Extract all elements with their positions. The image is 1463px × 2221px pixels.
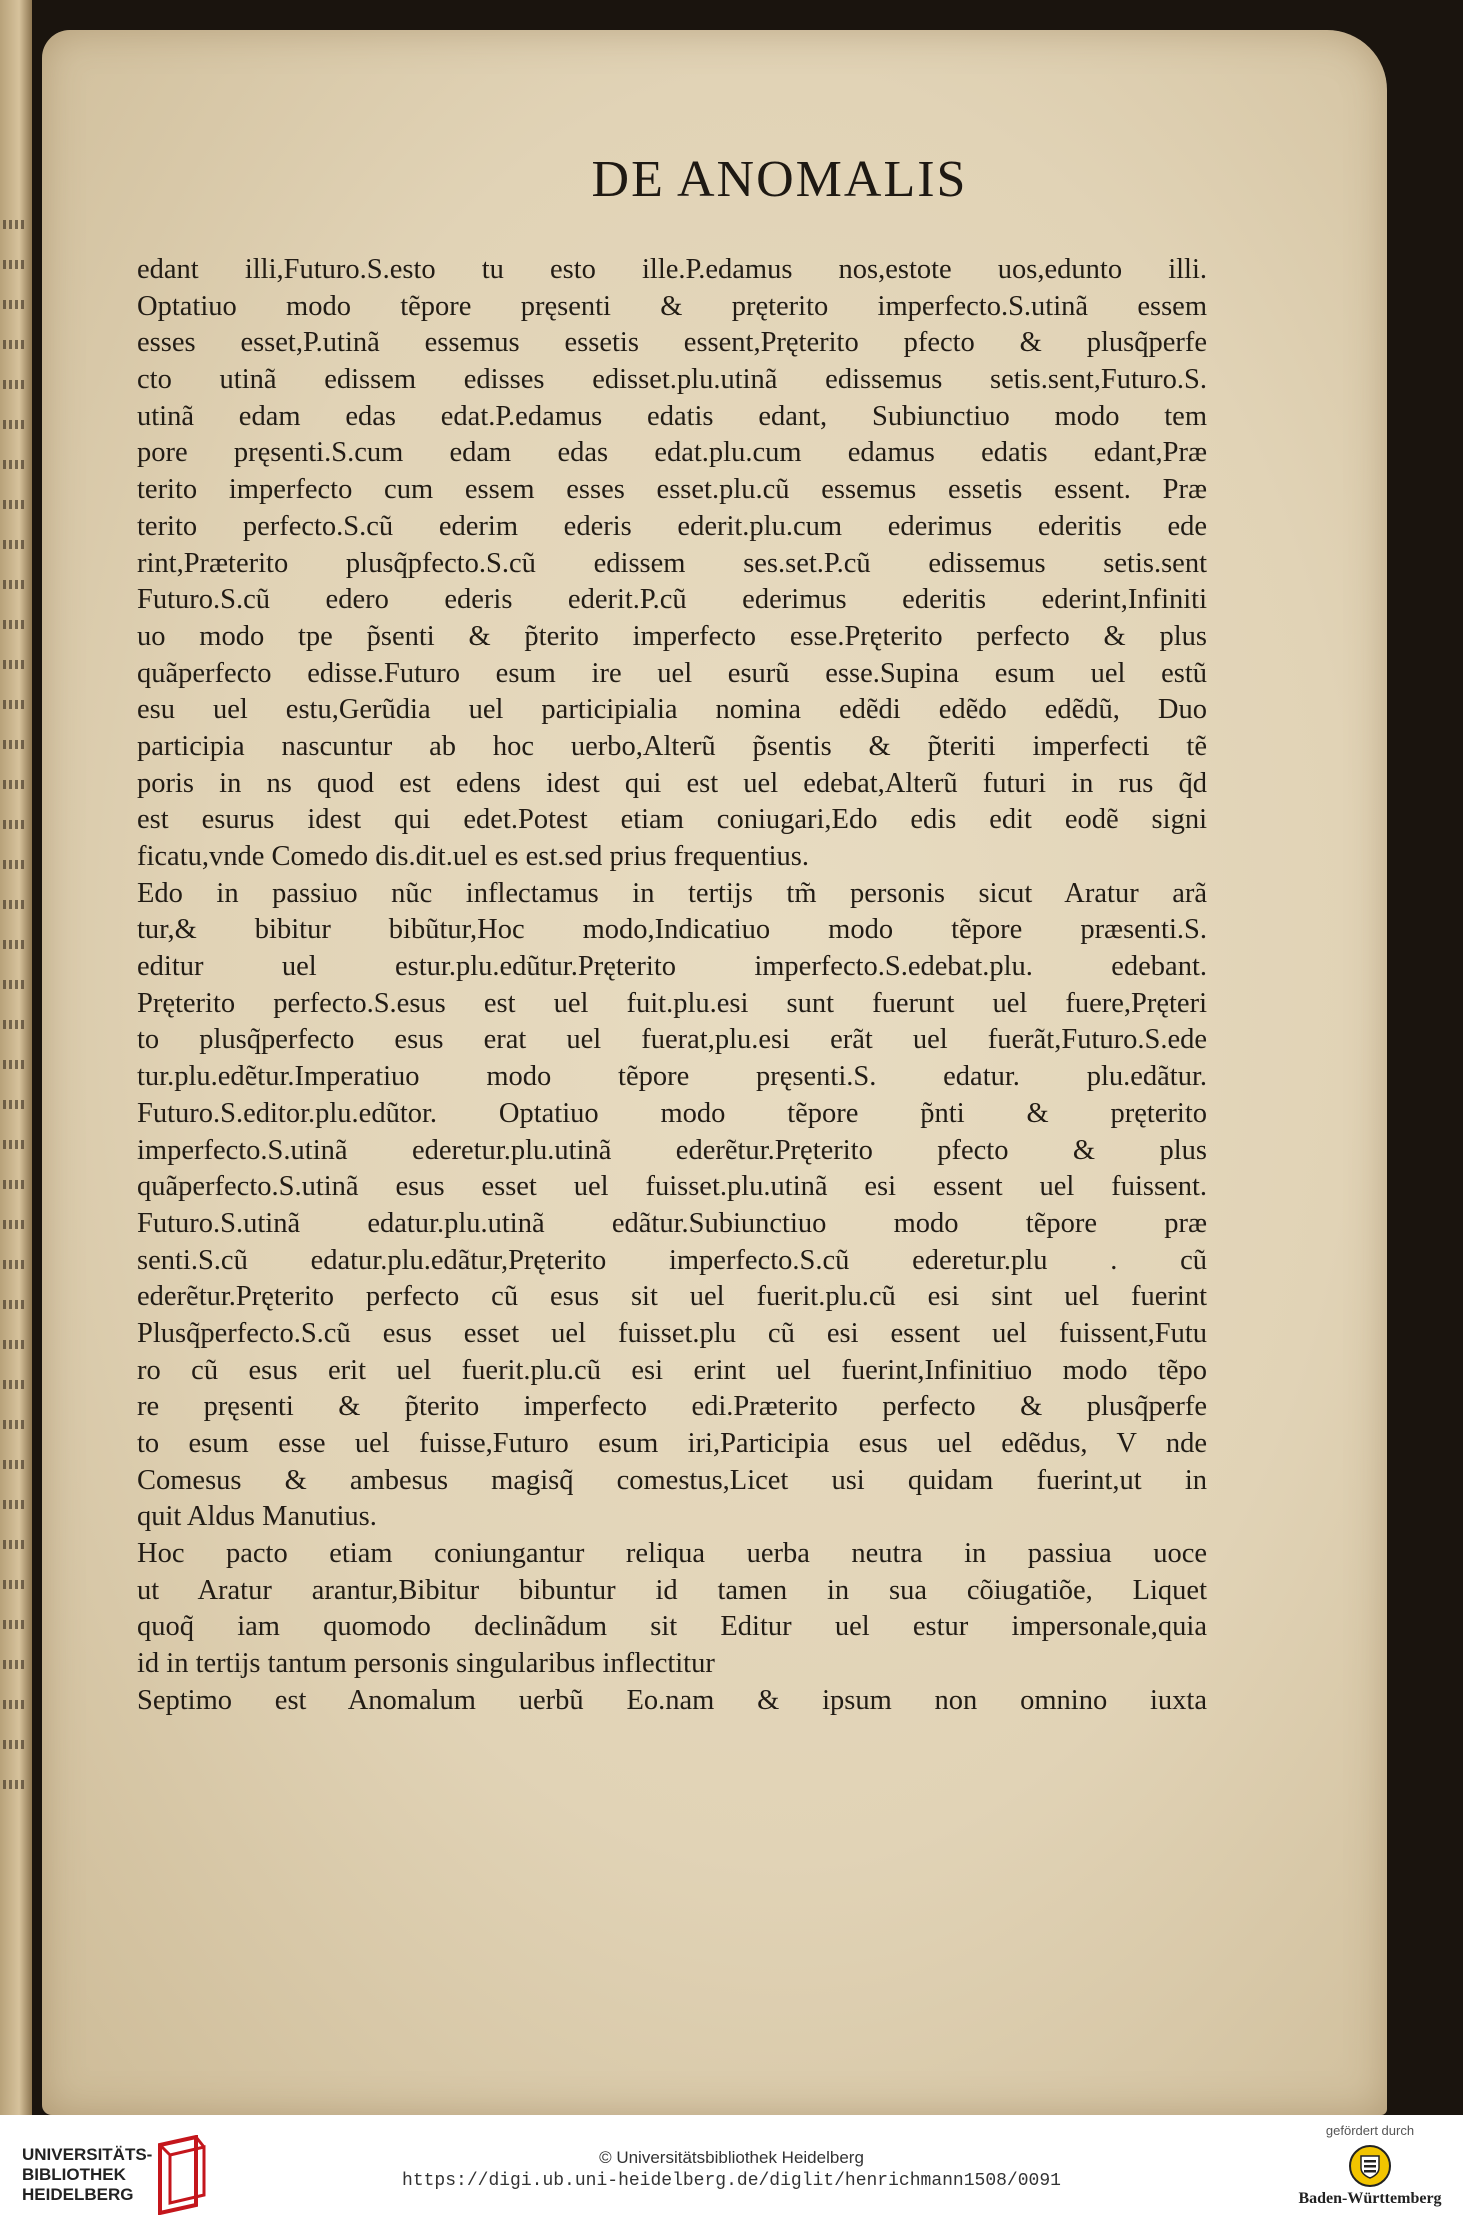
text-line: terito imperfecto cum essem esses esset.plu.cũ essemus essetis essent. Præ bbox=[137, 474, 1207, 506]
previous-page-text-fragment bbox=[3, 740, 27, 749]
text-line: imperfecto.S.utinã ederetur.plu.utinã ederẽtur.Pręterito pfecto & plus bbox=[137, 1134, 1207, 1166]
previous-page-text-fragment bbox=[3, 340, 27, 349]
text-line: ederẽtur.Pręterito perfecto cũ esus sit uel fuerit.plu.cũ esi sint uel fuerint bbox=[137, 1281, 1207, 1313]
permalink-url[interactable]: https://digi.ub.uni-heidelberg.de/diglit/henrichmann1508/0091 bbox=[402, 2171, 1061, 2191]
previous-page-text-fragment bbox=[3, 1420, 27, 1429]
text-line: terito perfecto.S.cũ ederim ederis ederit.plu.cum ederimus ederitis ede bbox=[137, 510, 1207, 542]
coat-of-arms-icon bbox=[1348, 2144, 1392, 2188]
previous-page-text-fragment bbox=[3, 380, 27, 389]
text-line: Pręterito perfecto.S.esus est uel fuit.plu.esi sunt fuerunt uel fuere,Pręteri bbox=[137, 987, 1207, 1019]
text-line: Septimo est Anomalum uerbũ Eo.nam & ipsum non omnino iuxta bbox=[137, 1684, 1207, 1716]
text-line: id in tertijs tantum personis singularibus inflectitur bbox=[137, 1648, 715, 1680]
previous-page-text-fragment bbox=[3, 940, 27, 949]
text-line: Hoc pacto etiam coniungantur reliqua uerba neutra in passiua uoce bbox=[137, 1538, 1207, 1570]
text-line: Futuro.S.utinã edatur.plu.utinã edãtur.Subiunctiuo modo tẽpore præ bbox=[137, 1207, 1207, 1239]
text-line: to esum esse uel fuisse,Futuro esum iri,Participia esus uel edẽdus, V nde bbox=[137, 1428, 1207, 1459]
copyright-notice: © Universitätsbibliothek Heidelberg bbox=[599, 2148, 864, 2167]
previous-page-text-fragment bbox=[3, 1260, 27, 1269]
previous-page-text-fragment bbox=[3, 300, 27, 309]
text-line: rint,Præterito plusq̃pfecto.S.cũ edissem ses.set.P.cũ edissemus setis.sent bbox=[137, 547, 1207, 579]
book-page bbox=[42, 30, 1387, 2115]
text-line: Edo in passiuo nũc inflectamus in tertijs tm̃ personis sicut Aratur arã bbox=[137, 877, 1207, 909]
sponsor-block bbox=[1285, 2123, 1455, 2208]
text-line: edant illi,Futuro.S.esto tu esto ille.P.edamus nos,estote uos,edunto illi. bbox=[137, 254, 1207, 285]
previous-page-text-fragment bbox=[3, 420, 27, 429]
previous-page-text-fragment bbox=[3, 580, 27, 589]
previous-page-text-fragment bbox=[3, 620, 27, 629]
previous-page-text-fragment bbox=[3, 660, 27, 669]
text-line: esses esset,P.utinã essemus essetis essent,Pręterito pfecto & plusq̃perfe bbox=[137, 327, 1207, 359]
previous-page-text-fragment bbox=[3, 1300, 27, 1309]
text-line: quoq̃ iam quomodo declinãdum sit Editur uel estur impersonale,quia bbox=[137, 1611, 1207, 1643]
previous-page-text-fragment bbox=[3, 1740, 27, 1749]
previous-page-text-fragment bbox=[3, 1060, 27, 1069]
text-line: Comesus & ambesus magisq̃ comestus,Licet usi quidam fuerint,ut in bbox=[137, 1464, 1207, 1496]
previous-page-text-fragment bbox=[3, 260, 27, 269]
previous-page-text-fragment bbox=[3, 1380, 27, 1389]
text-line: ro cũ esus erit uel fuerit.plu.cũ esi erint uel fuerint,Infinitiuo modo tẽpo bbox=[137, 1354, 1207, 1386]
previous-page-text-fragment bbox=[3, 1460, 27, 1469]
text-line: to plusq̃perfecto esus erat uel fuerat,plu.esi erãt uel fuerãt,Futuro.S.ede bbox=[137, 1024, 1207, 1056]
previous-page-edge bbox=[0, 0, 32, 2115]
previous-page-text-fragments bbox=[3, 220, 29, 1820]
footer-center bbox=[0, 2147, 1463, 2193]
previous-page-text-fragment bbox=[3, 1620, 27, 1629]
text-line: tur.plu.edẽtur.Imperatiuo modo tẽpore pręsenti.S. edatur. plu.edãtur. bbox=[137, 1061, 1207, 1093]
text-line: Futuro.S.cũ edero ederis ederit.P.cũ ederimus ederitis ederint,Infiniti bbox=[137, 584, 1207, 616]
footer-bar bbox=[0, 2115, 1463, 2221]
text-line: cto utinã edissem edisses edisset.plu.utinã edissemus setis.sent,Futuro.S. bbox=[137, 364, 1207, 396]
text-line: Plusq̃perfecto.S.cũ esus esset uel fuisset.plu cũ esi essent uel fuissent,Futu bbox=[137, 1317, 1207, 1349]
library-name-line1: UNIVERSITÄTS- bbox=[22, 2145, 153, 2164]
text-line: Futuro.S.editor.plu.edũtor. Optatiuo modo tẽpore p̃nti & pręterito bbox=[137, 1097, 1207, 1129]
previous-page-text-fragment bbox=[3, 1500, 27, 1509]
previous-page-text-fragment bbox=[3, 700, 27, 709]
previous-page-text-fragment bbox=[3, 780, 27, 789]
previous-page-text-fragment bbox=[3, 1140, 27, 1149]
previous-page-text-fragment bbox=[3, 1660, 27, 1669]
previous-page-text-fragment bbox=[3, 1100, 27, 1109]
previous-page-text-fragment bbox=[3, 1180, 27, 1189]
previous-page-text-fragment bbox=[3, 900, 27, 909]
sponsor-label: gefördert durch bbox=[1325, 2123, 1415, 2138]
library-name-line3: HEIDELBERG bbox=[22, 2185, 134, 2204]
previous-page-text-fragment bbox=[3, 1540, 27, 1549]
library-name-line2: BIBLIOTHEK bbox=[22, 2165, 126, 2184]
text-line: quãperfecto edisse.Futuro esum ire uel esurũ esse.Supina esum uel estũ bbox=[137, 657, 1207, 689]
running-heading: DE ANOMALIS bbox=[591, 151, 968, 208]
previous-page-text-fragment bbox=[3, 980, 27, 989]
previous-page-text-fragment bbox=[3, 1700, 27, 1709]
previous-page-text-fragment bbox=[3, 540, 27, 549]
text-line: Optatiuo modo tẽpore pręsenti & pręterito imperfecto.S.utinã essem bbox=[137, 290, 1207, 322]
text-line: est esurus idest qui edet.Potest etiam coniugari,Edo edis edit eodẽ signi bbox=[137, 804, 1207, 836]
page-text-block bbox=[137, 252, 1207, 1720]
text-line: poris in ns quod est edens idest qui est uel edebat,Alterũ futuri in rus q̃d bbox=[137, 767, 1207, 799]
text-line: participia nascuntur ab hoc uerbo,Alterũ p̃sentis & p̃teriti imperfecti tẽ bbox=[137, 730, 1207, 762]
previous-page-text-fragment bbox=[3, 220, 27, 229]
text-line: editur uel estur.plu.edũtur.Pręterito imperfecto.S.edebat.plu. edebant. bbox=[137, 951, 1207, 983]
previous-page-text-fragment bbox=[3, 1220, 27, 1229]
previous-page-text-fragment bbox=[3, 1340, 27, 1349]
previous-page-text-fragment bbox=[3, 1020, 27, 1029]
text-line: quit Aldus Manutius. bbox=[137, 1501, 377, 1533]
previous-page-text-fragment bbox=[3, 460, 27, 469]
text-line: esu uel estu,Gerũdia uel participialia nomina edẽdi edẽdo edẽdũ, Duo bbox=[137, 694, 1207, 726]
previous-page-text-fragment bbox=[3, 500, 27, 509]
text-line: re pręsenti & p̃terito imperfecto edi.Præterito perfecto & plusq̃perfe bbox=[137, 1391, 1207, 1423]
text-line: tur,& bibitur bibũtur,Hoc modo,Indicatiuo modo tẽpore præsenti.S. bbox=[137, 914, 1207, 946]
previous-page-text-fragment bbox=[3, 820, 27, 829]
text-line: pore pręsenti.S.cum edam edas edat.plu.cum edamus edatis edant,Præ bbox=[137, 437, 1207, 469]
text-line: quãperfecto.S.utinã esus esset uel fuisset.plu.utinã esi essent uel fuissent. bbox=[137, 1171, 1207, 1203]
text-line: senti.S.cũ edatur.plu.edãtur,Pręterito imperfecto.S.cũ ederetur.plu . cũ bbox=[137, 1244, 1207, 1276]
previous-page-text-fragment bbox=[3, 1780, 27, 1789]
sponsor-name: Baden-Württemberg bbox=[1298, 2190, 1442, 2207]
text-line: uo modo tpe p̃senti & p̃terito imperfecto esse.Pręterito perfecto & plus bbox=[137, 620, 1207, 652]
text-line: utinã edam edas edat.P.edamus edatis edant, Subiunctiuo modo tem bbox=[137, 400, 1207, 432]
previous-page-text-fragment bbox=[3, 860, 27, 869]
text-line: ficatu,vnde Comedo dis.dit.uel es est.sed prius frequentius. bbox=[137, 841, 809, 872]
previous-page-text-fragment bbox=[3, 1580, 27, 1589]
text-line: ut Aratur arantur,Bibitur bibuntur id tamen in sua cõiugatiõe, Liquet bbox=[137, 1574, 1207, 1606]
